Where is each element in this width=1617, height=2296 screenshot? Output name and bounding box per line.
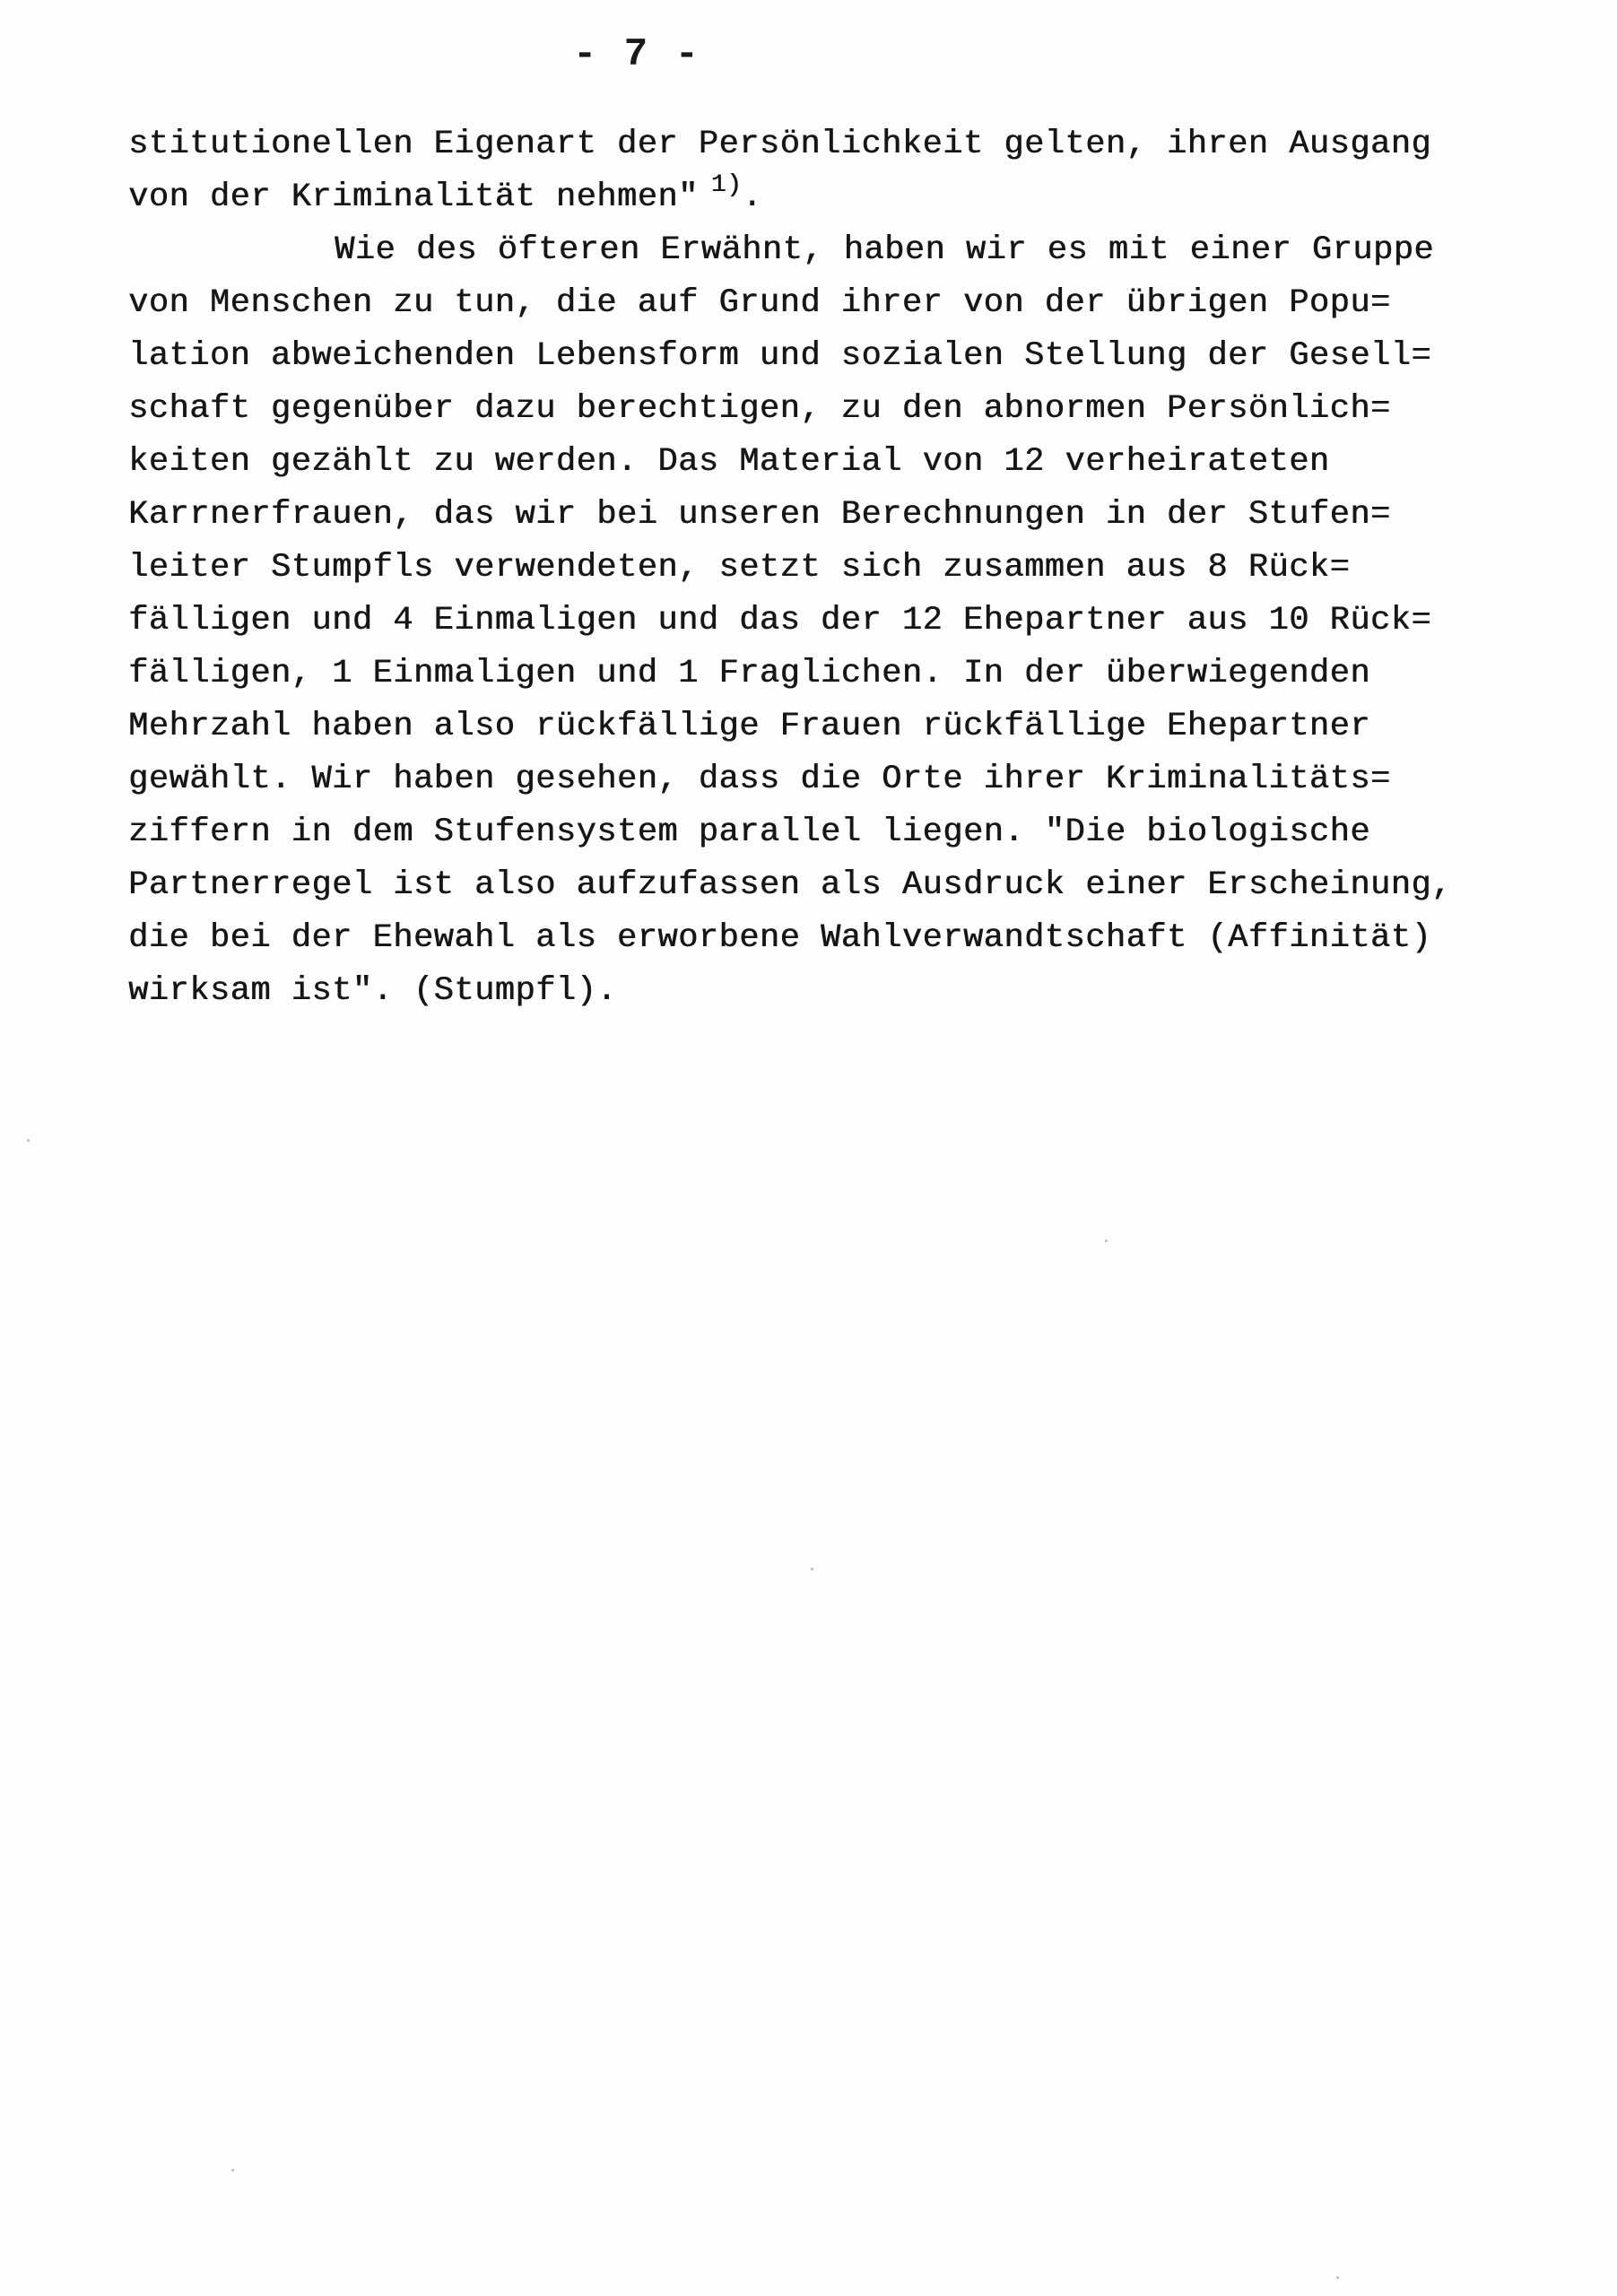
text-line: die bei der Ehewahl als erworbene Wahlverwandtschaft (Affinität) <box>128 919 1432 957</box>
paper-speck <box>1105 1239 1108 1242</box>
text-line: wirksam ist". (Stumpfl). <box>128 972 617 1010</box>
text-line: Karrnerfrauen, das wir bei unseren Berechnungen in der Stufen= <box>128 496 1391 534</box>
body-text <box>128 118 1599 1018</box>
text-line: fälligen, 1 Einmaligen und 1 Fraglichen. In der überwiegenden <box>128 655 1370 692</box>
text-line-indented: Wie des öfteren Erwähnt, haben wir es mit einer Gruppe <box>335 231 1434 269</box>
text-line: ziffern in dem Stufensystem parallel liegen. "Die biologische <box>128 813 1370 851</box>
footnote-marker: 1) <box>710 171 743 199</box>
text-line: stitutionellen Eigenart der Persönlichkeit gelten, ihren Ausgang <box>128 126 1432 163</box>
text-line-with-footnote <box>128 171 1599 224</box>
text-line: keiten gezählt zu werden. Das Material von 12 verheirateten <box>128 443 1330 481</box>
footnote-tail: . <box>742 178 763 216</box>
paper-speck <box>1336 2276 1339 2279</box>
paper-speck <box>27 1139 30 1142</box>
text-line: leiter Stumpfls verwendeten, setzt sich zusammen aus 8 Rück= <box>128 549 1351 587</box>
paper-speck <box>811 1568 813 1570</box>
text-line: von Menschen zu tun, die auf Grund ihrer von der übrigen Popu= <box>128 284 1391 322</box>
paper-speck <box>231 2169 234 2171</box>
text-line: gewählt. Wir haben gesehen, dass die Orte ihrer Kriminalitäts= <box>128 761 1391 798</box>
page-number: - 7 - <box>572 32 701 77</box>
text-line: Partnerregel ist also aufzufassen als Ausdruck einer Erscheinung, <box>128 866 1452 904</box>
text-line-content: von der Kriminalität nehmen" <box>128 178 699 216</box>
text-line: Mehrzahl haben also rückfällige Frauen rückfällige Ehepartner <box>128 708 1370 745</box>
text-line: lation abweichenden Lebensform und sozialen Stellung der Gesell= <box>128 337 1432 375</box>
text-line: fälligen und 4 Einmaligen und das der 12 Ehepartner aus 10 Rück= <box>128 602 1432 639</box>
text-line: schaft gegenüber dazu berechtigen, zu den abnormen Persönlich= <box>128 390 1391 428</box>
